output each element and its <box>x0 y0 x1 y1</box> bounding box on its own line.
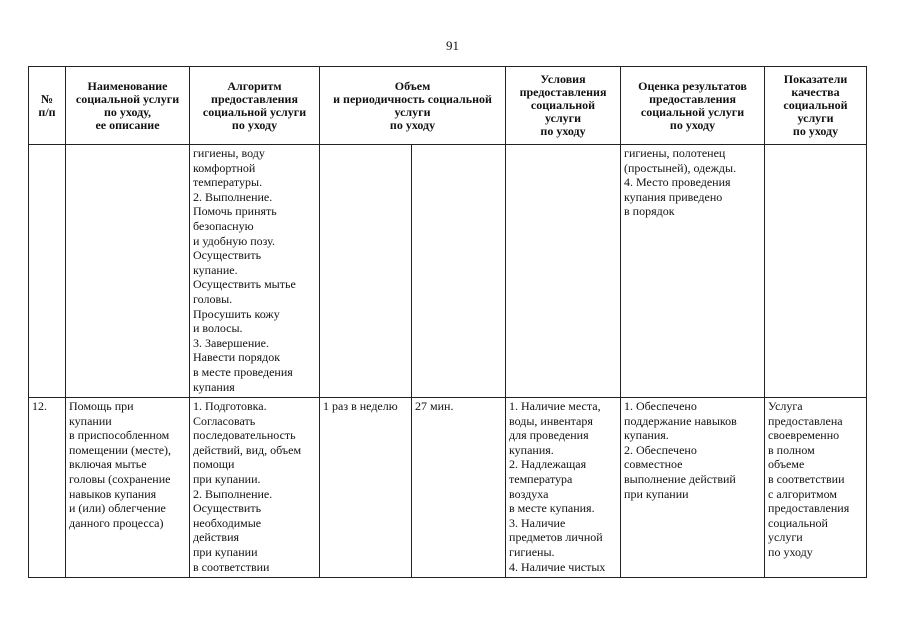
cell-evaluation: гигиены, полотенец (простыней), одежды. 4. Место проведения купания приведено в порядок <box>621 145 765 398</box>
header-quality: Показатели качества социальной услуги по уходу <box>765 67 867 145</box>
cell-conditions <box>506 145 621 398</box>
cell-conditions: 1. Наличие места, воды, инвентаря для проведения купания. 2. Надлежащая температура воздуха в месте купания. 3. Наличие предметов личной гигиены. 4. Наличие чистых <box>506 398 621 578</box>
cell-algorithm: 1. Подготовка. Согласовать последовательность действий, вид, объем помощи при купании. 2. Выполнение. Осуществить необходимые действия при купании в соответствии <box>190 398 320 578</box>
cell-num: 12. <box>29 398 66 578</box>
page-number: 91 <box>446 38 459 53</box>
cell-duration: 27 мин. <box>412 398 506 578</box>
table-header-row <box>29 67 867 145</box>
services-table <box>28 66 867 578</box>
cell-algorithm: гигиены, воду комфортной температуры. 2. Выполнение. Помочь принять безопасную и удобную позу. Осуществить купание. Осуществить мытье головы. Просушить кожу и волосы. 3. Завершение. Навести порядок в месте проведения купания <box>190 145 320 398</box>
cell-evaluation: 1. Обеспечено поддержание навыков купания. 2. Обеспечено совместное выполнение действий при купании <box>621 398 765 578</box>
cell-quality: Услуга предоставлена своевременно в полном объеме в соответствии с алгоритмом предоставления социальной услуги по уходу <box>765 398 867 578</box>
header-num: № п/п <box>29 67 66 145</box>
cell-num <box>29 145 66 398</box>
table-row <box>29 145 867 398</box>
table-row <box>29 398 867 578</box>
cell-duration <box>412 145 506 398</box>
header-evaluation: Оценка результатов предоставления социальной услуги по уходу <box>621 67 765 145</box>
header-algorithm: Алгоритм предоставления социальной услуги по уходу <box>190 67 320 145</box>
header-name: Наименование социальной услуги по уходу, ее описание <box>66 67 190 145</box>
cell-frequency: 1 раз в неделю <box>320 398 412 578</box>
cell-quality <box>765 145 867 398</box>
header-volume: Объем и периодичность социальной услуги по уходу <box>320 67 506 145</box>
cell-name: Помощь при купании в приспособленном помещении (месте), включая мытье головы (сохранение навыков купания и (или) облегчение данного процесса) <box>66 398 190 578</box>
header-conditions: Условия предоставления социальной услуги по уходу <box>506 67 621 145</box>
cell-name <box>66 145 190 398</box>
cell-frequency <box>320 145 412 398</box>
